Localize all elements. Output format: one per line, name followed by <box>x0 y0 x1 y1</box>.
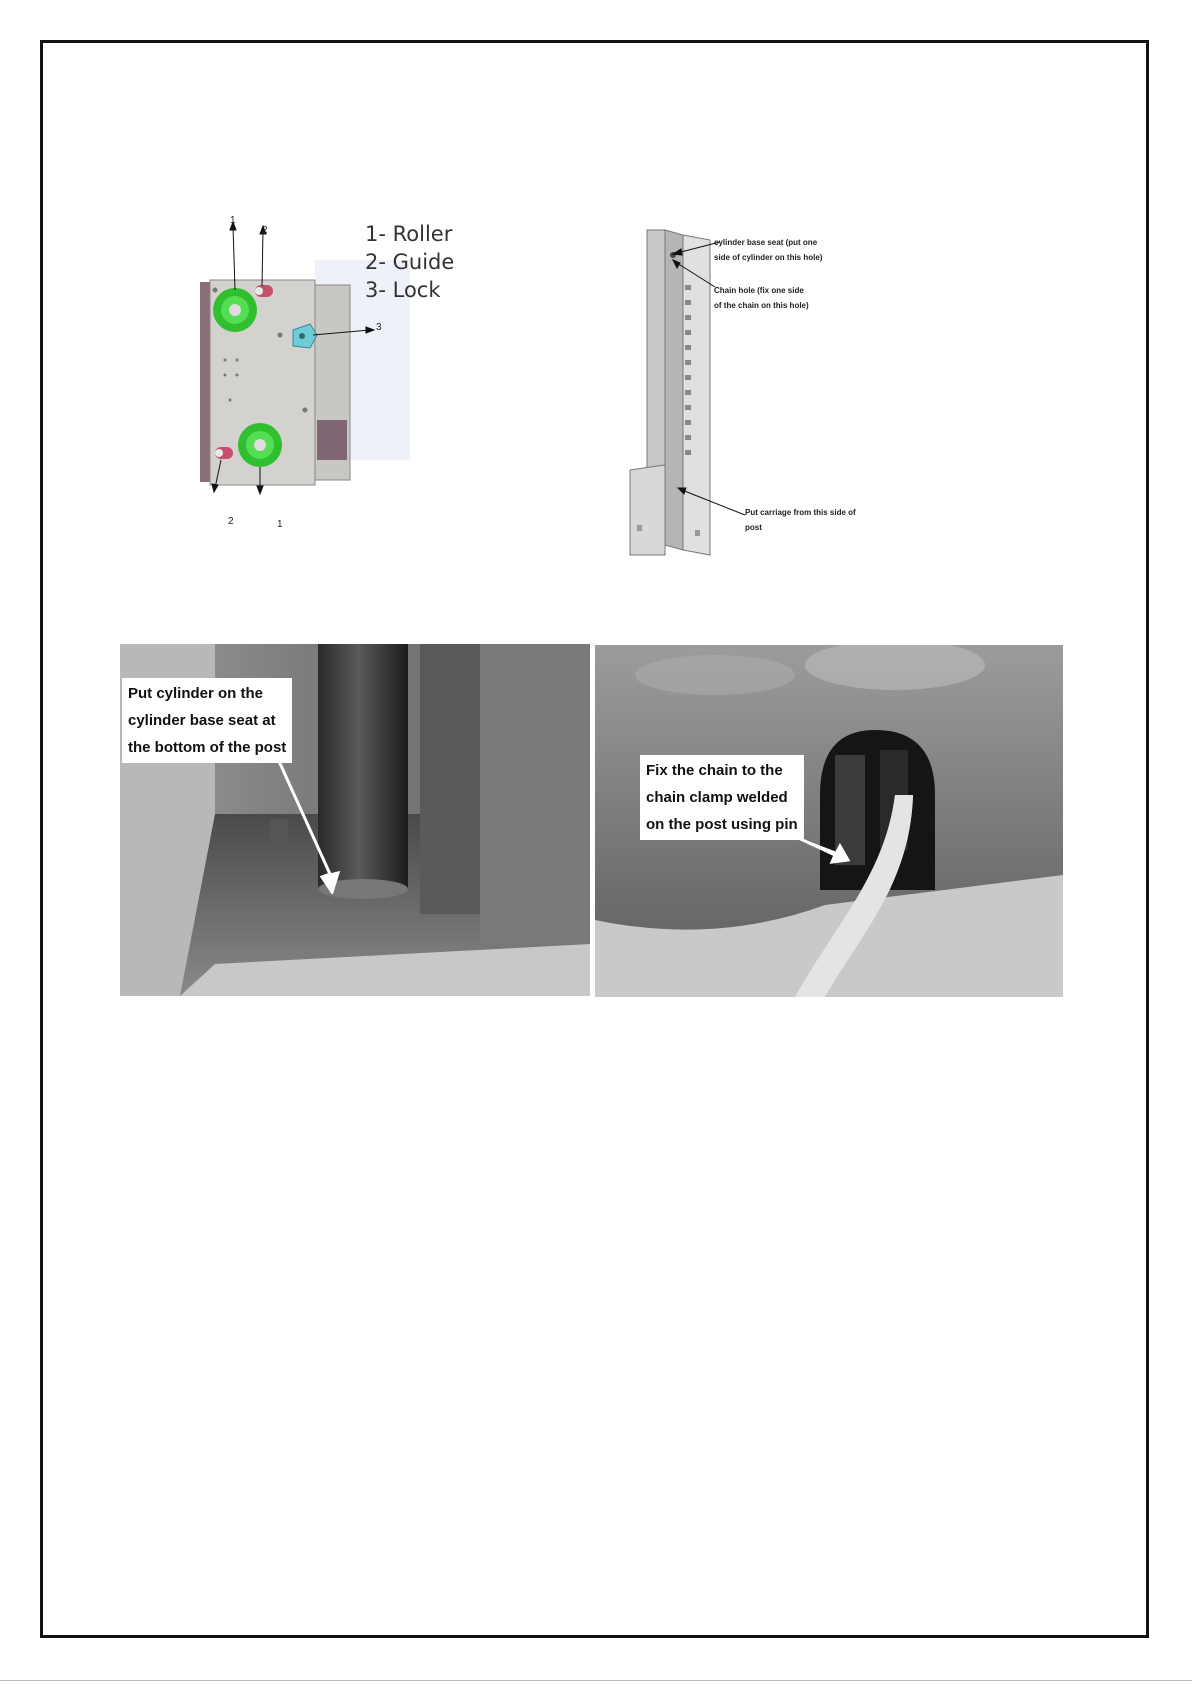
carriage-legend <box>365 220 454 304</box>
callout-roller-top: 1 <box>230 215 236 226</box>
roller-top-icon <box>213 288 257 332</box>
photo-chain <box>595 645 1063 997</box>
page-bottom-divider <box>0 1680 1192 1681</box>
label-chain-hole: Chain hole (fix one side of the chain on this hole) <box>714 286 809 310</box>
photo-chain-arrow <box>790 830 850 870</box>
callout-guide-top: 2 <box>262 225 268 236</box>
photo-chain-caption: Fix the chain to the chain clamp welded on the post using pin <box>640 755 804 840</box>
label-cylinder-seat: cylinder base seat (put one side of cylinder on this hole) <box>714 238 823 262</box>
callout-lock: 3 <box>376 322 382 333</box>
callout-guide-bottom: 2 <box>228 516 234 527</box>
photo-cylinder-arrow <box>270 754 350 894</box>
legend-guide: 2- Guide <box>365 250 455 274</box>
photo-cylinder <box>120 644 590 996</box>
carriage-block <box>317 420 347 460</box>
label-carriage-side: Put carriage from this side of post <box>745 508 856 532</box>
carriage-side-arrow <box>670 485 750 525</box>
legend-lock: 3- Lock <box>365 278 441 302</box>
photo-cylinder-caption: Put cylinder on the cylinder base seat at the bottom of the post <box>122 678 292 763</box>
guide-top-icon <box>255 285 273 297</box>
callout-roller-bottom: 1 <box>277 519 283 530</box>
roller-bottom-icon <box>238 423 282 467</box>
legend-roller: 1- Roller <box>365 222 453 246</box>
guide-bottom-icon <box>215 447 233 459</box>
